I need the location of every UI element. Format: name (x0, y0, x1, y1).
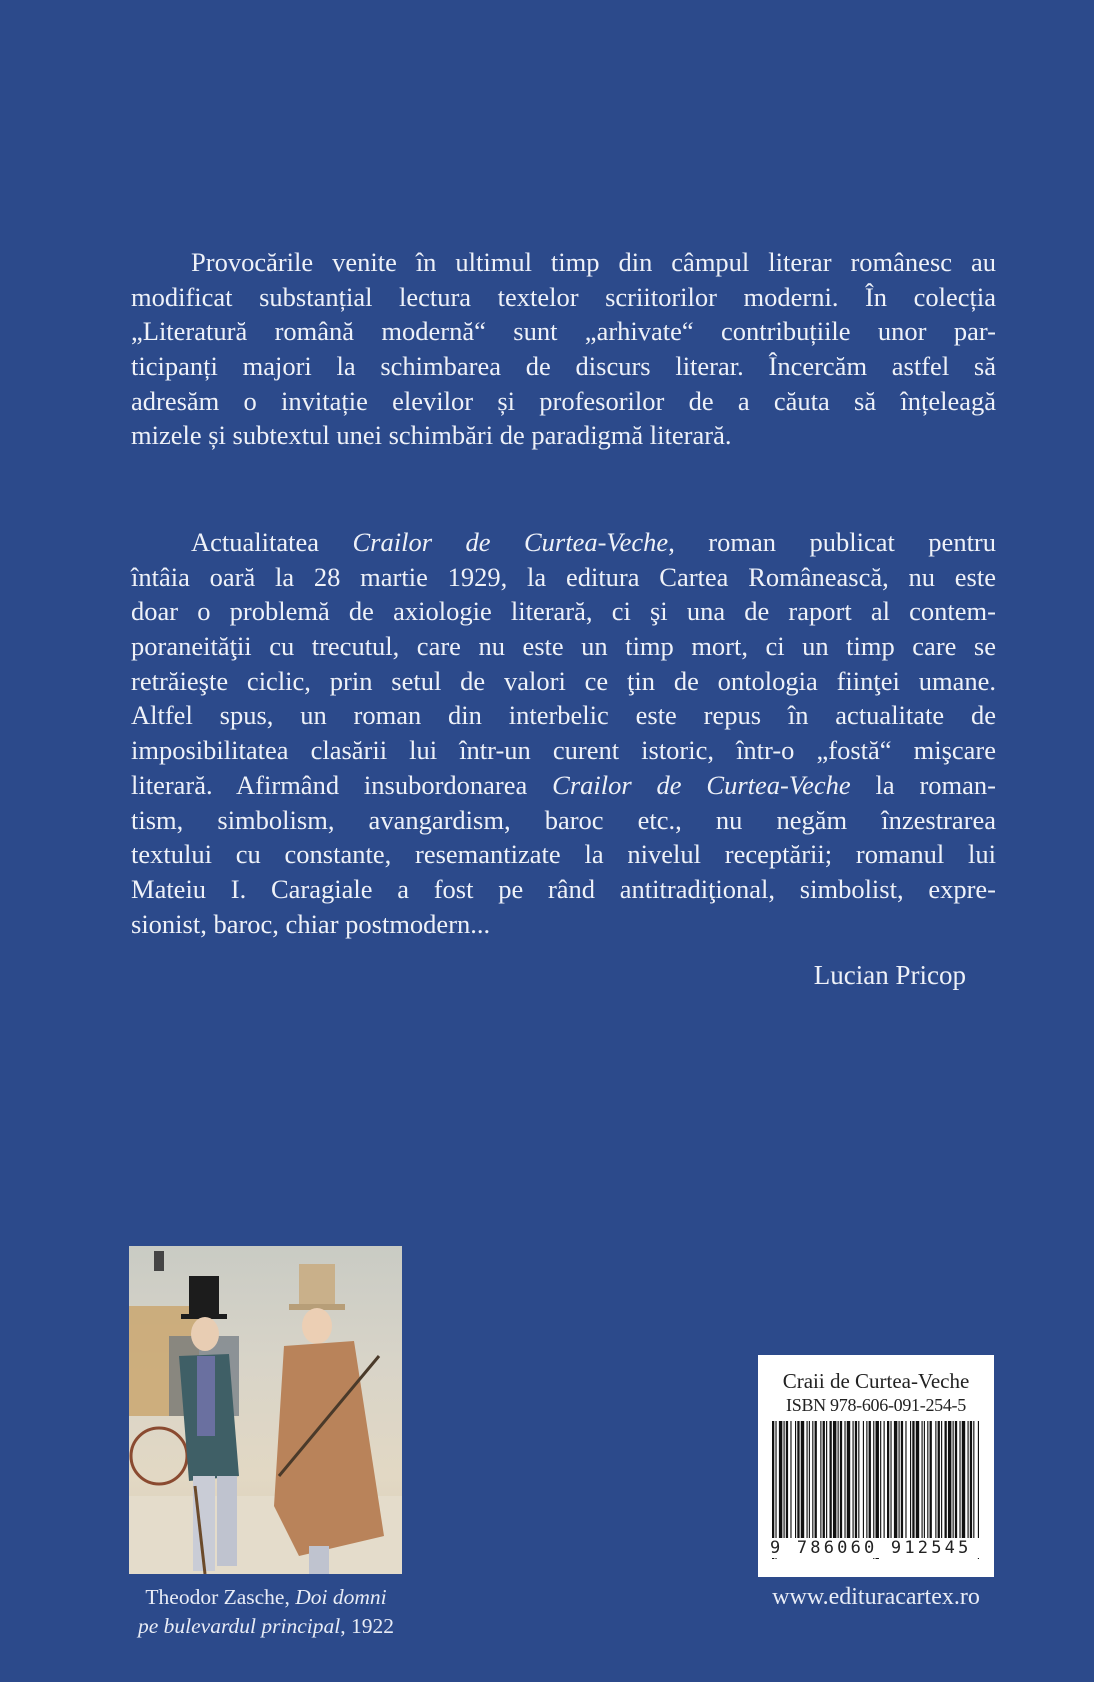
text-line (131, 594, 996, 629)
barcode-bar (927, 1421, 928, 1539)
barcode-bar (863, 1421, 864, 1539)
text-segment: textului cu constante, resemantizate la nivelul receptării; romanul lui (131, 839, 996, 870)
text-segment: retrăieşte ciclic, prin setul de valori ce ţin de ontologia fiinţei umane. (131, 665, 996, 696)
barcode-bar (890, 1421, 891, 1539)
text-segment: modificat substanțial lectura textelor scriitorilor moderni. În colecția (131, 281, 996, 312)
barcode-bar (880, 1421, 881, 1539)
barcode-bar (815, 1421, 817, 1539)
barcode-bar (826, 1421, 827, 1539)
text-line (131, 629, 996, 664)
barcode-bar (959, 1421, 960, 1539)
barcode-bar (910, 1421, 911, 1539)
barcode-bar (905, 1421, 906, 1539)
barcode-bar (901, 1421, 903, 1539)
book-title-italic: Crailor de Curtea-Veche (352, 527, 669, 557)
text-line (131, 733, 996, 768)
text-segment: Altfel spus, un roman din interbelic este repus în actualitate de (131, 700, 996, 731)
text-segment: ticipanți majori la schimbarea de discurs literar. Încercăm astfel să (131, 351, 996, 382)
text-line (131, 803, 996, 838)
illustration-caption (120, 1583, 412, 1641)
text-line (131, 560, 996, 595)
text-segment: sionist, baroc, chiar postmodern... (131, 908, 491, 939)
barcode-bar (941, 1421, 942, 1539)
text-segment: tism, simbolism, avangardism, baroc etc., nu negăm înzestrarea (131, 804, 996, 835)
barcode-bar (784, 1421, 785, 1539)
barcode-bar (858, 1421, 859, 1539)
isbn-barcode-box (758, 1355, 994, 1577)
text-segment: literară. Afirmând insubordonarea (131, 769, 553, 800)
intro-paragraph (131, 245, 996, 453)
book-title-italic: Crailor de Curtea-Veche (552, 769, 851, 800)
barcode-bar (833, 1421, 836, 1539)
barcode-book-title: Craii de Curtea-Veche (782, 1369, 970, 1393)
barcode-bar (899, 1421, 900, 1539)
text-line (131, 698, 996, 733)
barcode-bar (869, 1421, 871, 1539)
barcode-bar (973, 1421, 974, 1539)
text-line (131, 314, 996, 349)
text-segment: Provocările venite în ultimul timp din câmpul literar românesc au (191, 247, 996, 277)
text-line (131, 349, 996, 384)
text-line (131, 280, 996, 315)
barcode-digits: 9 786060 912545 (768, 1538, 988, 1558)
text-line (131, 664, 996, 699)
barcode-bar (853, 1421, 854, 1539)
barcode-bar (812, 1421, 813, 1539)
barcode-bar (830, 1421, 832, 1539)
barcode-bar (912, 1421, 914, 1539)
text-segment: mizele și subtextul unei schimbări de paradigmă literară. (131, 420, 732, 451)
barcode-bar (938, 1421, 940, 1539)
barcode-bar (809, 1421, 810, 1539)
cover-illustration (129, 1246, 402, 1574)
text-line (131, 768, 996, 803)
text-segment: „Literatură română modernă“ sunt „arhivate“ contribuțiile unor par- (131, 316, 996, 347)
text-line (131, 837, 996, 872)
text-line (131, 907, 996, 942)
barcode-bar (790, 1421, 791, 1539)
barcode-bar (916, 1421, 919, 1539)
text-segment: Mateiu I. Caragiale a fost pe rând antitradiţional, simbolist, expre- (131, 873, 996, 904)
caption-line-2 (120, 1612, 412, 1641)
barcode-bar (823, 1421, 825, 1539)
barcode-bar (968, 1421, 969, 1539)
text-segment: poraneităţii cu trecutul, care nu este un timp mort, ci un timp care se (131, 631, 996, 662)
text-segment: , roman publicat pentru (668, 527, 997, 557)
text-segment: întâia oară la 28 martie 1929, la editura Cartea Românească, nu este (131, 561, 996, 592)
barcode-bar (786, 1421, 788, 1539)
text-segment: Actualitatea (191, 527, 353, 557)
barcode-bar (844, 1421, 845, 1539)
barcode-bar (887, 1421, 889, 1539)
text-line (131, 872, 996, 907)
text-line (131, 418, 996, 453)
barcode-bar (801, 1421, 804, 1539)
barcode-bar (955, 1421, 957, 1539)
barcode-bar (948, 1421, 951, 1539)
barcode-bar (855, 1421, 857, 1539)
barcode-bar (884, 1421, 885, 1539)
barcode-bar (807, 1421, 808, 1539)
isbn-number: ISBN 978-606-091-254-5 (786, 1395, 966, 1415)
barcode-bar (840, 1421, 842, 1539)
caption-title-part1: Doi domni (295, 1585, 387, 1609)
caption-title-part2: pe bulevardul principal (138, 1614, 341, 1638)
barcode-bar (935, 1421, 936, 1539)
barcode-bar (838, 1421, 839, 1539)
barcode-bar (922, 1421, 923, 1539)
author-signature: Lucian Pricop (813, 960, 966, 990)
barcode-bar (847, 1421, 850, 1539)
text-segment: imposibilitatea clasării lui într-un curent istoric, într-o „fostă“ mişcare (131, 735, 996, 766)
caption-year: , 1922 (340, 1614, 394, 1638)
text-segment: la roman- (850, 769, 997, 800)
barcode-bar (779, 1421, 782, 1539)
text-segment: adresăm o invitație elevilor și profesorilor de a căuta să înțeleagă (131, 385, 996, 416)
critique-paragraph (131, 525, 996, 941)
barcode-bar (820, 1421, 821, 1539)
caption-artist: Theodor Zasche, (145, 1585, 296, 1609)
painting-two-gentlemen (129, 1246, 402, 1574)
text-segment: doar o problemă de axiologie literară, ci şi una de raport al contem- (131, 596, 996, 627)
barcode-bar (945, 1421, 947, 1539)
text-line (131, 245, 996, 280)
barcode-bar (953, 1421, 954, 1539)
publisher-website: www.edituracartex.ro (772, 1584, 980, 1610)
barcode-bar (930, 1421, 932, 1539)
barcode-bar (924, 1421, 925, 1539)
text-line (131, 384, 996, 419)
barcode-bar (962, 1421, 965, 1539)
barcode-bar (797, 1421, 799, 1539)
barcode-bar (970, 1421, 972, 1539)
barcode-bar (894, 1421, 897, 1539)
text-line (131, 525, 996, 560)
barcode-bar (866, 1421, 867, 1539)
caption-line-1 (120, 1583, 412, 1612)
barcode-bar (795, 1421, 796, 1539)
